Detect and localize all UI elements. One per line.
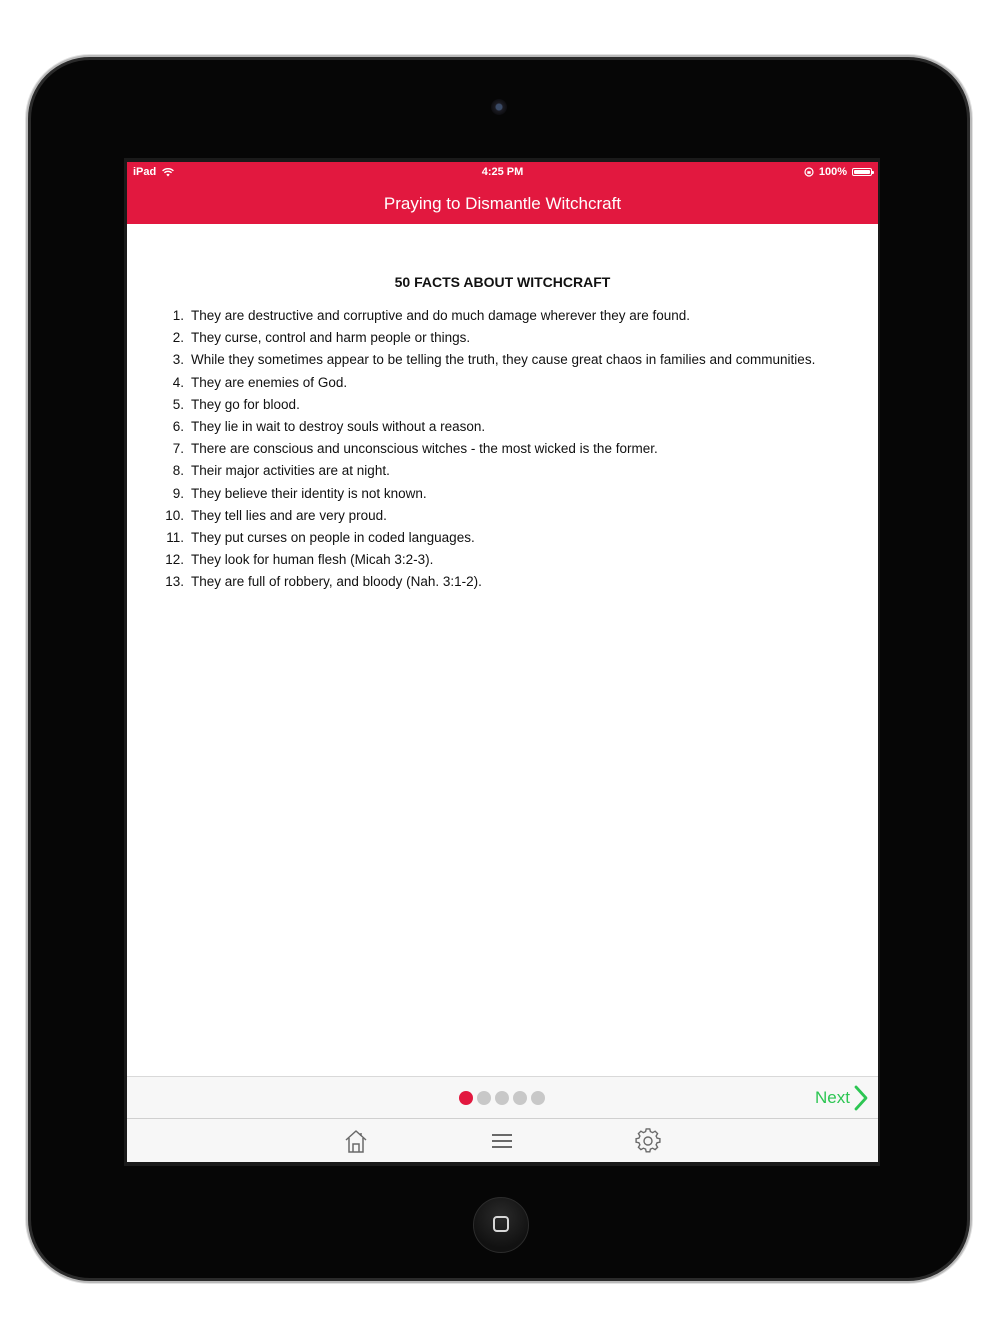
list-item-text: There are conscious and unconscious witches - the most wicked is the former. xyxy=(191,441,658,457)
list-item xyxy=(157,483,815,505)
home-button[interactable] xyxy=(473,1197,529,1253)
list-item-text: They curse, control and harm people or things. xyxy=(191,330,471,346)
page-dot[interactable] xyxy=(531,1091,545,1105)
list-item xyxy=(157,416,815,438)
list-item-text: They are enemies of God. xyxy=(191,374,348,390)
list-item-number: 9. xyxy=(172,485,184,501)
list-item xyxy=(157,349,815,371)
list-item-text: They look for human flesh (Micah 3:2-3). xyxy=(191,552,434,568)
next-button[interactable] xyxy=(815,1085,868,1111)
chevron-right-icon xyxy=(854,1085,868,1111)
list-item-text: They believe their identity is not known. xyxy=(191,485,427,501)
list-item xyxy=(157,549,815,571)
app-screen xyxy=(127,162,878,1162)
list-item-number: 11. xyxy=(166,529,184,545)
battery-icon xyxy=(852,168,872,176)
list-item xyxy=(157,305,815,327)
list-item xyxy=(157,327,815,349)
list-item-number: 10. xyxy=(165,507,184,523)
gear-icon[interactable] xyxy=(635,1128,661,1154)
status-right xyxy=(804,166,872,178)
list-item-number: 8. xyxy=(172,463,184,479)
page-dot[interactable] xyxy=(459,1091,473,1105)
list-item-number: 3. xyxy=(172,352,184,368)
home-button-square-icon xyxy=(493,1216,509,1232)
camera xyxy=(491,99,507,115)
list-item-text: While they sometimes appear to be telling the truth, they cause great chaos in families and communities. xyxy=(191,352,816,368)
list-item xyxy=(157,505,815,527)
list-item-text: Their major activities are at night. xyxy=(191,463,390,479)
page-dot[interactable] xyxy=(495,1091,509,1105)
list-item-number: 13. xyxy=(165,574,184,590)
list-item-text: They are full of robbery, and bloody (Nah. 3:1-2). xyxy=(191,574,482,590)
list-item-number: 6. xyxy=(172,418,184,434)
list-item-text: They go for blood. xyxy=(191,396,300,412)
page-indicator[interactable] xyxy=(459,1091,545,1105)
status-bar xyxy=(127,166,878,182)
menu-icon[interactable] xyxy=(489,1128,515,1154)
list-item xyxy=(157,438,815,460)
status-time: 4:25 PM xyxy=(481,166,524,178)
pager-bar xyxy=(127,1076,878,1118)
list-item xyxy=(157,527,815,549)
list-item xyxy=(157,571,815,593)
article-content xyxy=(127,224,878,1076)
article-heading: 50 FACTS ABOUT WITCHCRAFT xyxy=(394,274,611,290)
list-item-number: 4. xyxy=(172,374,184,390)
list-item-text: They put curses on people in coded languages. xyxy=(191,529,475,545)
list-item-number: 2. xyxy=(172,330,184,346)
page-dot[interactable] xyxy=(513,1091,527,1105)
orientation-lock-icon xyxy=(804,167,814,177)
page-title: Praying to Dismantle Witchcraft xyxy=(383,194,622,213)
facts-list xyxy=(157,305,815,593)
list-item-number: 5. xyxy=(172,396,184,412)
list-item xyxy=(157,394,815,416)
tab-bar xyxy=(127,1118,878,1162)
next-label: Next xyxy=(815,1088,850,1107)
list-item xyxy=(157,372,815,394)
list-item-text: They are destructive and corruptive and do much damage wherever they are found. xyxy=(191,308,691,323)
battery-percent: 100% xyxy=(818,166,847,178)
header-bar xyxy=(127,162,878,224)
list-item xyxy=(157,460,815,482)
home-icon[interactable] xyxy=(343,1128,369,1154)
device-name: iPad xyxy=(133,166,157,178)
list-item-number: 12. xyxy=(165,552,184,568)
page-dot[interactable] xyxy=(477,1091,491,1105)
list-item-text: They lie in wait to destroy souls without a reason. xyxy=(191,418,486,434)
list-item-text: They tell lies and are very proud. xyxy=(191,507,387,523)
list-item-number: 7. xyxy=(172,441,184,457)
list-item-number: 1. xyxy=(172,308,184,323)
